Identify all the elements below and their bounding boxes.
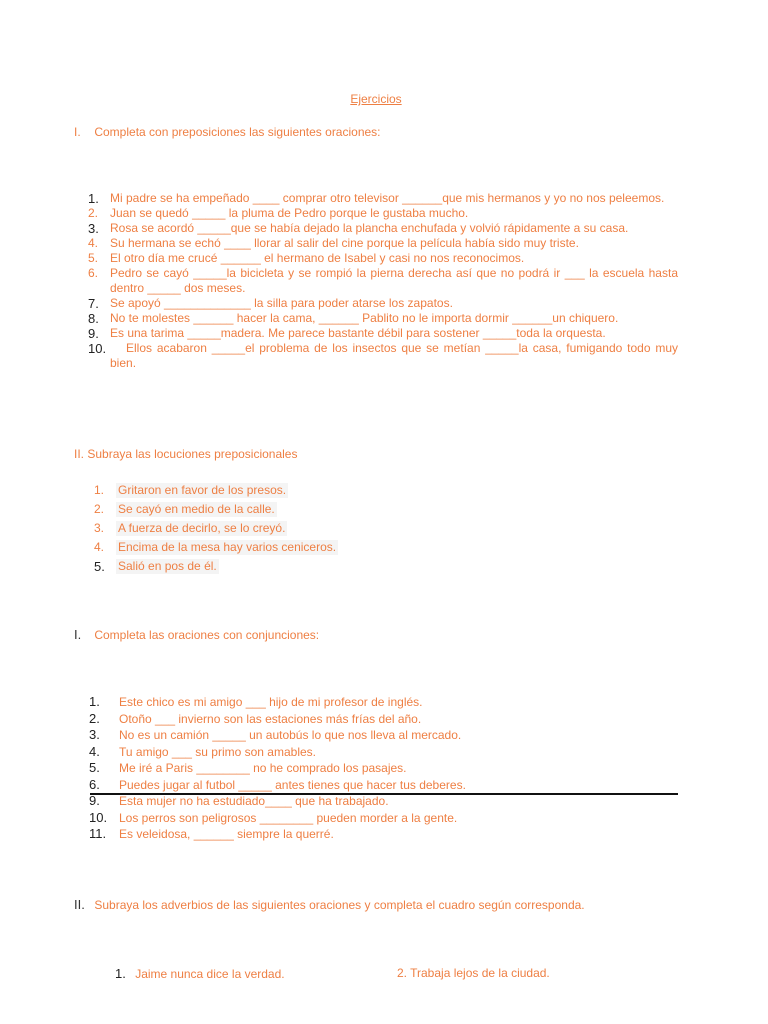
list-item-number: 5. (88, 251, 99, 265)
list-item-number: 1. (94, 483, 105, 497)
list-item-number: 5. (89, 760, 100, 775)
list-item-number: 1. (89, 694, 100, 709)
section1-heading (74, 125, 381, 139)
horizontal-rule (90, 793, 678, 795)
list-item (89, 777, 679, 794)
list-item (88, 326, 678, 341)
list-item-text: Esta mujer no ha estudiado____ que ha trabajado. (119, 794, 389, 808)
list-item-text: Tu amigo ___ su primo son amables. (119, 744, 316, 759)
section2-number: II. (74, 447, 85, 461)
list-item (89, 744, 679, 761)
list-item-number: 1. (88, 191, 99, 206)
list-item-number: 9. (88, 326, 99, 341)
list-item-text: Me iré a Paris ________ no he comprado los pasajes. (119, 761, 407, 775)
list-item-text: Se apoyó _____________ la silla para poder atarse los zapatos. (110, 296, 453, 310)
list-item-number: 6. (88, 266, 99, 280)
list-item-text: Gritaron en favor de los presos. (118, 483, 287, 497)
list-item-text: Otoño ___ invierno son las estaciones más frías del año. (119, 711, 422, 726)
list-item-number: 9. (89, 793, 100, 808)
list-item-text: Es una tarima _____madera. Me parece bastante débil para sostener _____toda la orquesta. (110, 326, 606, 340)
list-item-text: Puedes jugar al futbol _____ antes tienes que hacer tus deberes. (119, 777, 466, 792)
list-item-text: Ellos acabaron _____el problema de los insectos que se metían _____la casa, fumigando todo muy bien. (110, 341, 678, 370)
section3-number: I. (74, 627, 82, 642)
list-item (88, 236, 678, 251)
list-item-text: A fuerza de decirlo, se lo creyó. (118, 521, 286, 535)
list-item-text: Su hermana se echó ____ llorar al salir del cine porque la película había sido muy triste. (110, 236, 579, 250)
list-item (89, 694, 679, 711)
list-item-text: Los perros son peligrosos ________ pueden morder a la gente. (119, 810, 458, 825)
list-item-text: No te molestes ______ hacer la cama, ______ Pablito no le importa dormir ______un chiquero. (110, 311, 619, 325)
list-item-number: 3. (88, 221, 99, 236)
list-item-number: 8. (88, 311, 99, 326)
section4-item-1-text: Jaime nunca dice la verdad. (135, 967, 285, 981)
section4-heading (74, 897, 585, 912)
list-item-number: 6. (89, 776, 100, 792)
section1-number: I. (74, 125, 81, 139)
list-item (89, 711, 679, 728)
section3-heading-text: Completa las oraciones con conjunciones: (94, 628, 320, 642)
list-item (88, 341, 678, 371)
list-item-text: Rosa se acordó _____que se había dejado la plancha enchufada y volvió rápidamente a su casa. (110, 221, 629, 235)
list-item-text: Salió en pos de él. (118, 559, 217, 573)
list-item-text: Se cayó en medio de la calle. (118, 502, 275, 516)
list-item (94, 483, 394, 498)
list-item-number: 2. (88, 206, 99, 220)
list-item (89, 727, 679, 744)
list-item-number: 10. (88, 341, 107, 356)
section2-list (94, 483, 394, 578)
section4-item-2: 2. Trabaja lejos de la ciudad. (397, 966, 550, 980)
list-item-number: 2. (89, 710, 100, 726)
section4-item-1-number: 1. (115, 966, 126, 981)
list-item (88, 191, 678, 206)
section3-heading (74, 627, 319, 642)
section2-heading-text: Subraya las locuciones preposicionales (87, 447, 298, 461)
list-item (88, 251, 678, 266)
list-item (94, 521, 394, 536)
list-item (89, 760, 679, 777)
list-item (94, 559, 394, 574)
list-item (89, 826, 679, 843)
list-item-text: El otro día me crucé ______ el hermano de Isabel y casi no nos reconocimos. (110, 251, 525, 265)
list-item-number: 4. (89, 743, 100, 759)
list-item-number: 3. (94, 521, 105, 535)
list-item-number: 10. (89, 809, 108, 825)
list-item (88, 311, 678, 326)
section1-list (88, 191, 678, 371)
section3-list (89, 694, 679, 843)
section2-heading (74, 447, 297, 461)
list-item (89, 810, 679, 827)
list-item (89, 793, 679, 810)
list-item-number: 2. (94, 502, 105, 516)
list-item-text: No es un camión _____ un autobús lo que nos lleva al mercado. (119, 728, 462, 742)
section4-item-1 (115, 966, 285, 981)
list-item-text: Mi padre se ha empeñado ____ comprar otro televisor ______que mis hermanos y yo no nos peleemos. (110, 191, 665, 205)
list-item-text: Este chico es mi amigo ___ hijo de mi profesor de inglés. (119, 695, 423, 709)
list-item-number: 4. (94, 540, 105, 554)
list-item (88, 266, 678, 296)
list-item (88, 221, 678, 236)
list-item-number: 11. (89, 826, 107, 841)
section1-heading-text: Completa con preposiciones las siguientes oraciones: (94, 125, 381, 139)
list-item-text: Es veleidosa, ______ siempre la querré. (119, 827, 334, 841)
list-item-text: Juan se quedó _____ la pluma de Pedro porque le gustaba mucho. (110, 206, 469, 220)
list-item (94, 540, 394, 555)
list-item-number: 3. (89, 727, 100, 742)
list-item-number: 4. (88, 236, 99, 250)
section4-number: II. (74, 897, 85, 912)
list-item-text: Pedro se cayó _____la bicicleta y se rompió la pierna derecha así que no podrá ir ___ la escuela hasta dentro _____ dos meses. (110, 266, 678, 295)
list-item (88, 206, 678, 221)
list-item (94, 502, 394, 517)
page-title: Ejercicios (350, 92, 402, 106)
list-item (88, 296, 678, 311)
section4-heading-text: Subraya los adverbios de las siguientes oraciones y completa el cuadro según corresponda. (94, 898, 585, 912)
list-item-number: 7. (88, 296, 99, 311)
list-item-text: Encima de la mesa hay varios ceniceros. (118, 540, 337, 554)
list-item-number: 5. (94, 559, 105, 574)
